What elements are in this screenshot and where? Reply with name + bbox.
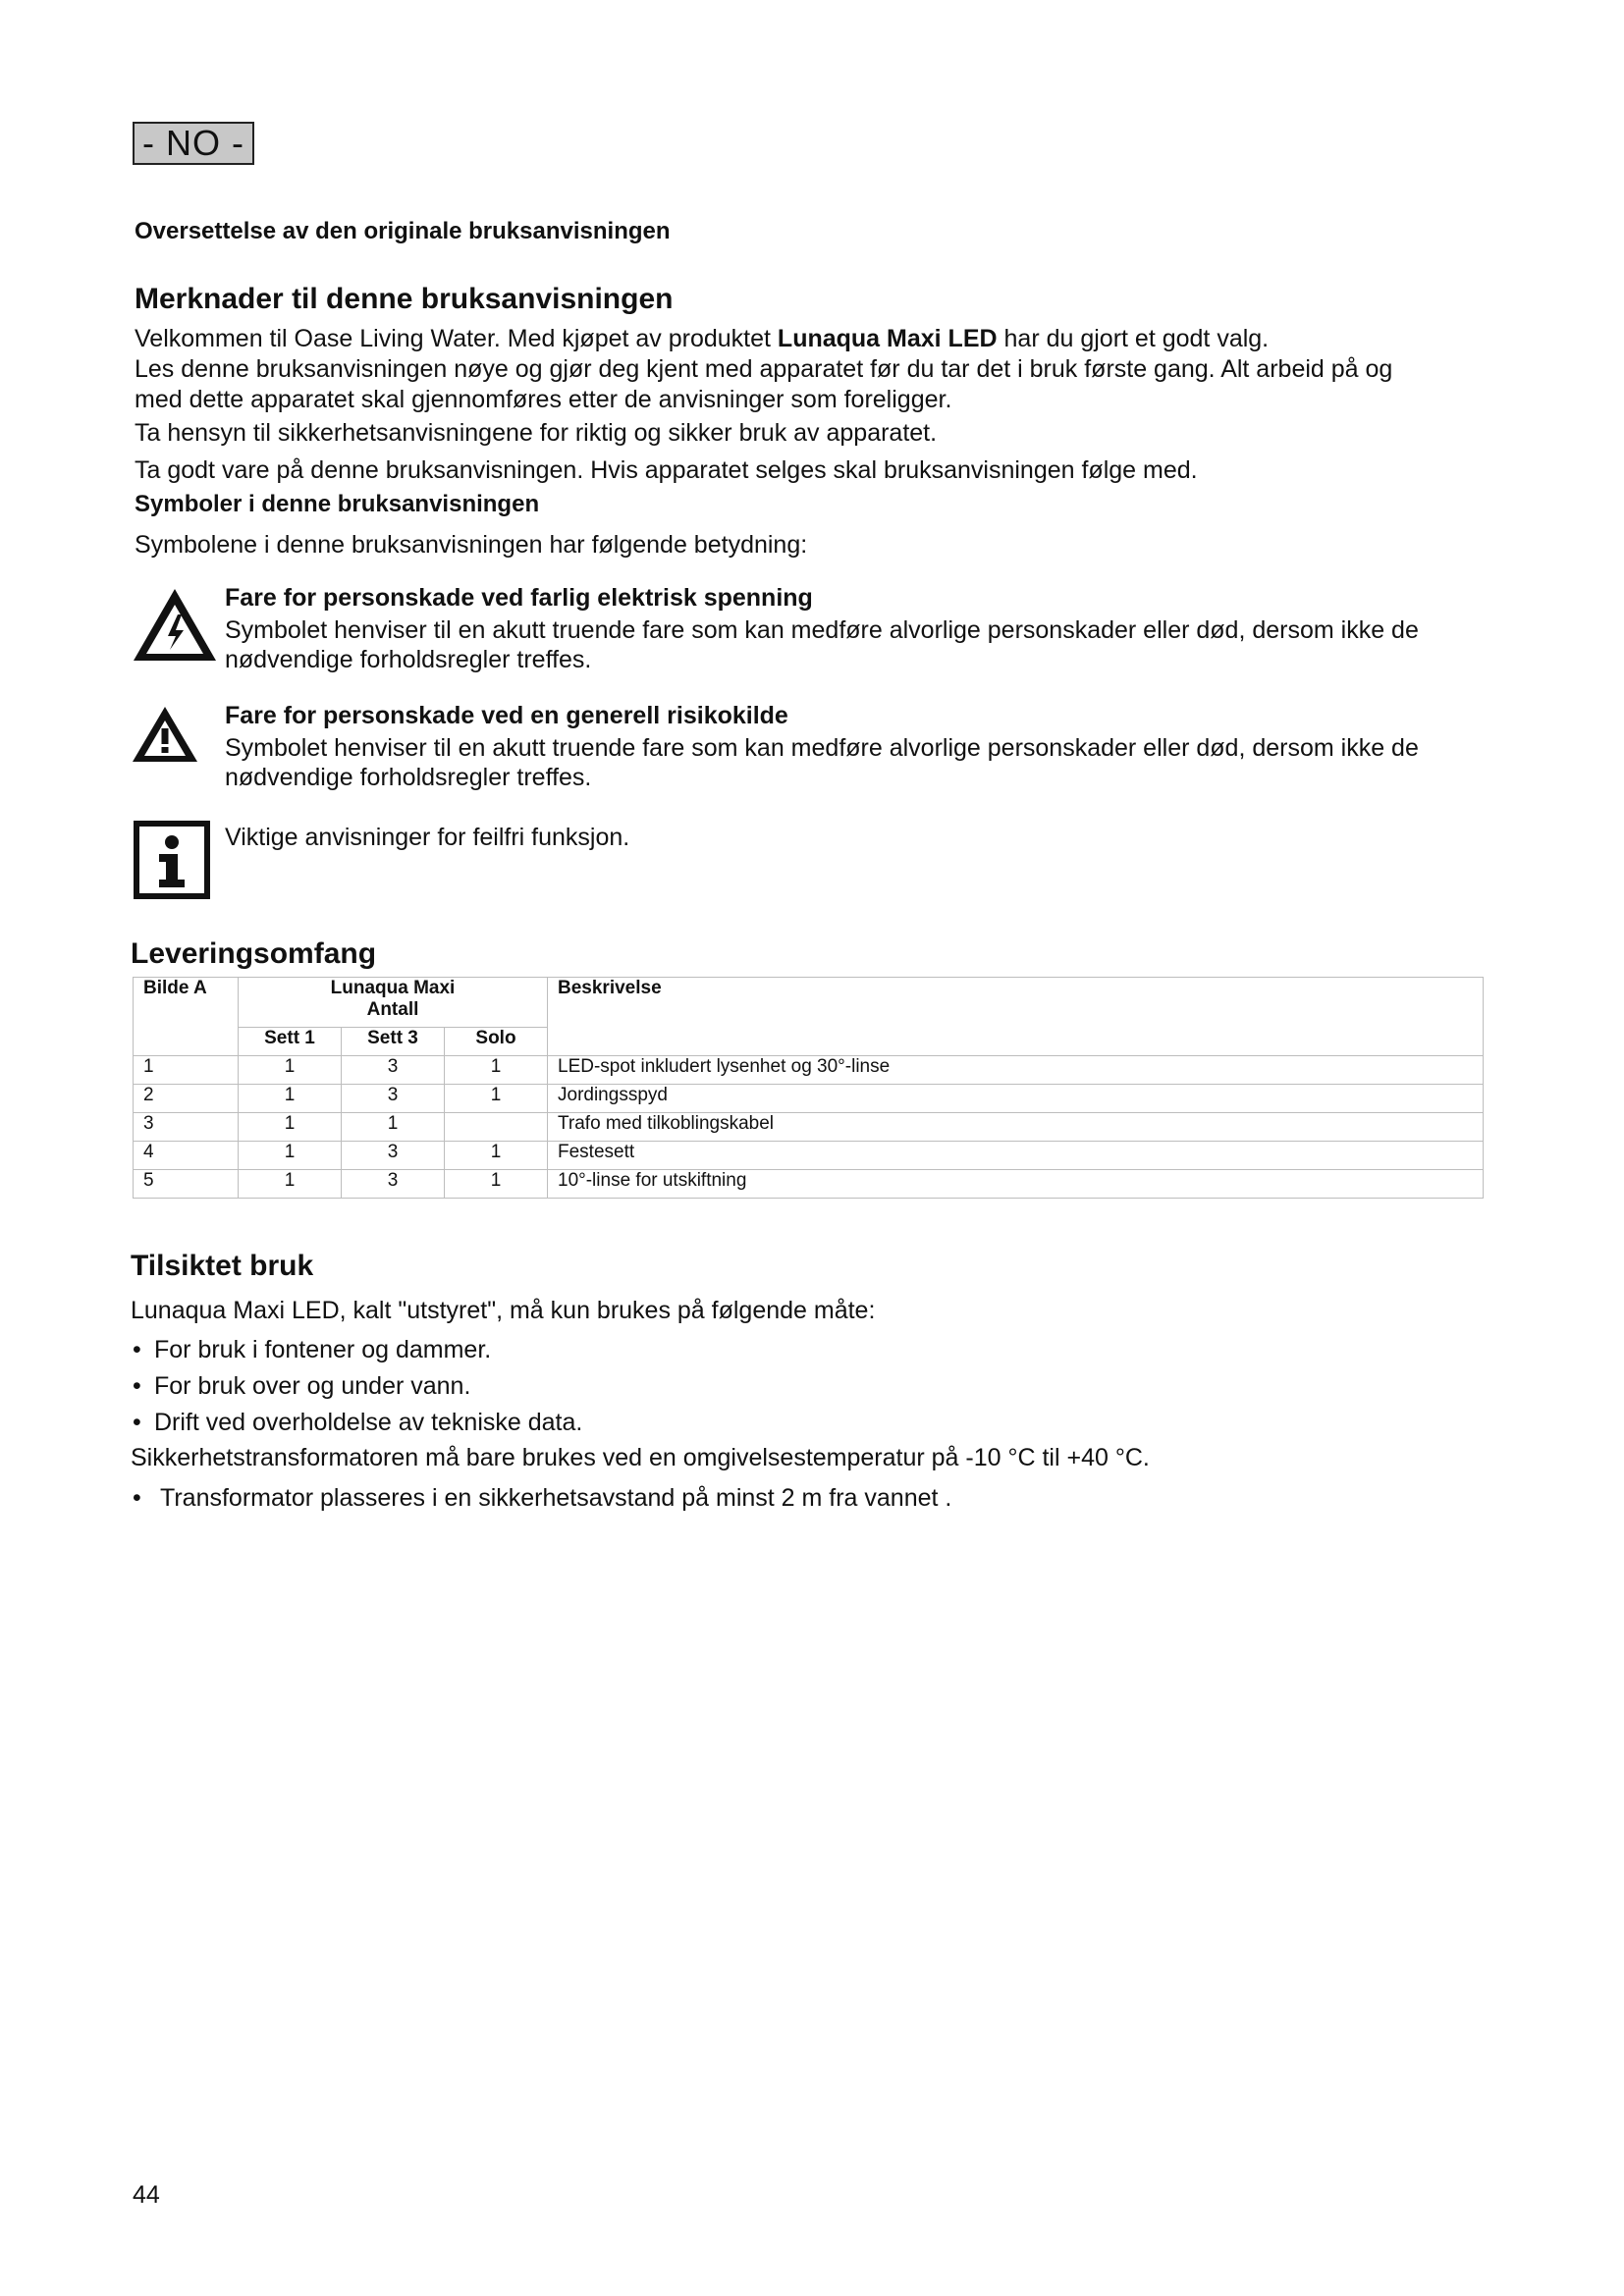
page-number: 44 xyxy=(133,2181,160,2209)
header-description: Beskrivelse xyxy=(548,978,1484,1056)
table-row xyxy=(134,1056,1484,1085)
cell-sett3: 3 xyxy=(342,1142,445,1170)
cell-solo: 1 xyxy=(445,1056,548,1085)
cell-sett1: 1 xyxy=(239,1170,342,1199)
table-row xyxy=(134,1142,1484,1170)
transformer-list xyxy=(131,1483,951,1514)
cell-solo xyxy=(445,1113,548,1142)
cell-sett3: 3 xyxy=(342,1170,445,1199)
header-sett1: Sett 1 xyxy=(239,1028,342,1056)
cell-description: Jordingsspyd xyxy=(548,1085,1484,1113)
cell-solo: 1 xyxy=(445,1142,548,1170)
intended-use-list xyxy=(131,1335,582,1438)
paragraph-line: med dette apparatet skal gjennomføres etter de anvisninger som foreligger. xyxy=(135,386,952,413)
symbols-intro: Symbolene i denne bruksanvisningen har følgende betydning: xyxy=(135,531,808,559)
list-item: • Transformator plasseres i en sikkerhetsavstand på minst 2 m fra vannet . xyxy=(131,1483,951,1514)
section-title-notes: Merknader til denne bruksanvisningen xyxy=(135,283,674,315)
symbol-description: nødvendige forholdsregler treffes. xyxy=(225,764,592,791)
list-item: • For bruk over og under vann. xyxy=(131,1371,582,1402)
cell-sett3: 3 xyxy=(342,1085,445,1113)
cell-sett3: 3 xyxy=(342,1056,445,1085)
table-row xyxy=(134,1085,1484,1113)
cell-number: 3 xyxy=(134,1113,239,1142)
table-row xyxy=(134,1113,1484,1142)
general-hazard-icon xyxy=(131,704,199,765)
electric-hazard-icon xyxy=(131,585,219,664)
table-row xyxy=(134,1170,1484,1199)
symbol-title: Fare for personskade ved en generell risikokilde xyxy=(225,702,788,729)
cell-description: LED-spot inkludert lysenhet og 30°-linse xyxy=(548,1056,1484,1085)
section-title-intended-use: Tilsiktet bruk xyxy=(131,1250,314,1282)
section-title-delivery: Leveringsomfang xyxy=(131,937,377,970)
paragraph: Ta godt vare på denne bruksanvisningen. Hvis apparatet selges skal bruksanvisningen følge med. xyxy=(135,456,1198,484)
list-item: • Drift ved overholdelse av tekniske data. xyxy=(131,1408,582,1438)
delivery-table xyxy=(133,977,1484,1199)
cell-description: 10°-linse for utskiftning xyxy=(548,1170,1484,1199)
cell-sett1: 1 xyxy=(239,1142,342,1170)
cell-sett1: 1 xyxy=(239,1085,342,1113)
cell-description: Festesett xyxy=(548,1142,1484,1170)
cell-sett1: 1 xyxy=(239,1113,342,1142)
product-name: Lunaqua Maxi LED xyxy=(777,325,998,352)
cell-number: 2 xyxy=(134,1085,239,1113)
paragraph: Ta hensyn til sikkerhetsanvisningene for riktig og sikker bruk av apparatet. xyxy=(135,419,938,447)
table-header-row xyxy=(134,978,1484,1028)
cell-number: 1 xyxy=(134,1056,239,1085)
symbol-description: Symbolet henviser til en akutt truende fare som kan medføre alvorlige personskader eller død, dersom ikke de xyxy=(225,616,1419,644)
cell-solo: 1 xyxy=(445,1170,548,1199)
header-solo: Solo xyxy=(445,1028,548,1056)
header-group: Lunaqua Maxi Antall xyxy=(239,978,548,1028)
symbol-description: Symbolet henviser til en akutt truende fare som kan medføre alvorlige personskader eller død, dersom ikke de xyxy=(225,734,1419,762)
symbol-title: Fare for personskade ved farlig elektrisk spenning xyxy=(225,584,813,612)
header-bilde: Bilde A xyxy=(134,978,239,1056)
intro-paragraph: Velkommen til Oase Living Water. Med kjøpet av produktet Lunaqua Maxi LED har du gjort et godt valg. xyxy=(135,325,1270,352)
cell-solo: 1 xyxy=(445,1085,548,1113)
info-icon xyxy=(134,821,210,899)
translation-subtitle: Oversettelse av den originale bruksanvisningen xyxy=(135,218,671,244)
cell-description: Trafo med tilkoblingskabel xyxy=(548,1113,1484,1142)
paragraph-line: Les denne bruksanvisningen nøye og gjør deg kjent med apparatet før du tar det i bruk første gang. Alt arbeid på og xyxy=(135,355,1393,383)
language-tag: - NO - xyxy=(133,122,254,165)
info-text: Viktige anvisninger for feilfri funksjon. xyxy=(225,824,630,851)
cell-number: 5 xyxy=(134,1170,239,1199)
cell-sett1: 1 xyxy=(239,1056,342,1085)
symbol-description: nødvendige forholdsregler treffes. xyxy=(225,646,592,673)
intended-use-intro: Lunaqua Maxi LED, kalt "utstyret", må kun brukes på følgende måte: xyxy=(131,1297,876,1324)
list-item: • For bruk i fontener og dammer. xyxy=(131,1335,582,1365)
cell-sett3: 1 xyxy=(342,1113,445,1142)
header-sett3: Sett 3 xyxy=(342,1028,445,1056)
transformer-note: Sikkerhetstransformatoren må bare brukes ved en omgivelsestemperatur på -10 °C til +40 °C. xyxy=(131,1444,1150,1471)
section-title-symbols: Symboler i denne bruksanvisningen xyxy=(135,491,540,517)
cell-number: 4 xyxy=(134,1142,239,1170)
